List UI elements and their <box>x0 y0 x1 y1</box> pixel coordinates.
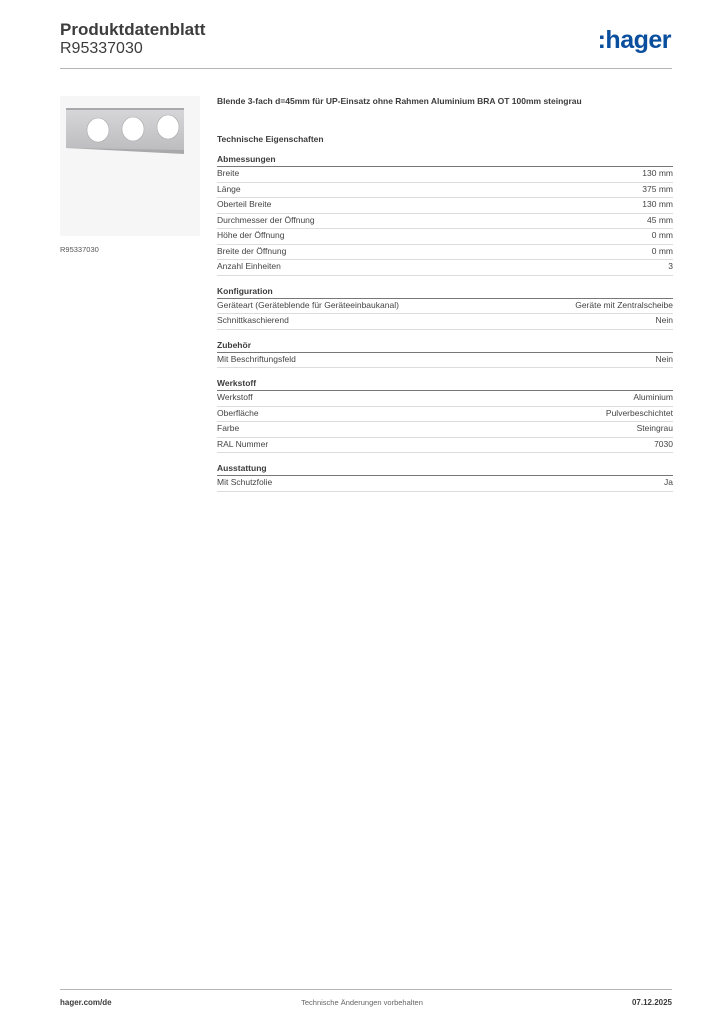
property-label: Schnittkaschierend <box>217 315 289 325</box>
property-label: Durchmesser der Öffnung <box>217 214 315 225</box>
section-heading: Technische Eigenschaften <box>217 134 324 144</box>
property-row <box>217 167 673 183</box>
property-row <box>217 183 673 199</box>
group-title: Konfiguration <box>217 286 673 299</box>
property-group <box>217 463 673 492</box>
property-group <box>217 154 673 276</box>
property-row <box>217 260 673 276</box>
footer-website: hager.com/de <box>60 998 112 1007</box>
page-title: Produktdatenblatt <box>60 20 206 39</box>
property-label: Oberteil Breite <box>217 199 272 209</box>
plate-opening <box>87 118 109 142</box>
property-value: Steingrau <box>636 423 673 433</box>
property-group <box>217 286 673 330</box>
property-row <box>217 407 673 423</box>
property-label: Länge <box>217 183 241 194</box>
property-row <box>217 299 673 315</box>
property-row <box>217 353 673 369</box>
property-value: 45 mm <box>647 214 673 225</box>
property-label: Mit Schutzfolie <box>217 477 273 487</box>
property-row <box>217 198 673 214</box>
hager-logo: :hager <box>597 26 671 54</box>
property-row <box>217 438 673 454</box>
property-value: 130 mm <box>642 199 673 209</box>
property-value: Geräte mit Zentralscheibe <box>575 299 673 310</box>
property-label: RAL Nummer <box>217 438 269 449</box>
header-divider <box>60 68 672 69</box>
property-value: 3 <box>668 261 673 271</box>
property-row <box>217 422 673 438</box>
property-row <box>217 229 673 245</box>
cover-plate-illustration <box>60 96 200 236</box>
property-value: 0 mm <box>651 245 673 256</box>
property-label: Farbe <box>217 423 240 433</box>
property-label: Werkstoff <box>217 392 253 402</box>
property-row <box>217 391 673 407</box>
property-value: 7030 <box>654 438 673 449</box>
property-row <box>217 214 673 230</box>
property-value: Nein <box>655 353 673 364</box>
property-label: Mit Beschriftungsfeld <box>217 353 296 364</box>
property-label: Breite <box>217 168 240 178</box>
property-label: Oberfläche <box>217 407 259 418</box>
property-row <box>217 314 673 330</box>
property-value: Ja <box>664 477 673 487</box>
property-label: Anzahl Einheiten <box>217 261 281 271</box>
group-title: Werkstoff <box>217 378 673 391</box>
property-value: 130 mm <box>642 168 673 178</box>
property-value: Pulverbeschichtet <box>605 407 673 418</box>
footer-date: 07.12.2025 <box>631 998 672 1007</box>
plate-opening <box>122 117 144 141</box>
property-value: 375 mm <box>642 183 673 194</box>
property-row <box>217 476 673 492</box>
plate-opening <box>157 115 179 139</box>
technical-data <box>217 96 673 492</box>
property-row <box>217 245 673 261</box>
footer-divider <box>60 989 672 990</box>
image-caption: R95337030 <box>60 245 99 254</box>
property-group <box>217 378 673 453</box>
group-title: Abmessungen <box>217 154 673 167</box>
property-group <box>217 340 673 369</box>
property-value: Aluminium <box>633 392 673 402</box>
group-title: Ausstattung <box>217 463 673 476</box>
footer-disclaimer: Technische Änderungen vorbehalten <box>301 998 423 1007</box>
group-title: Zubehör <box>217 340 673 353</box>
property-label: Höhe der Öffnung <box>217 230 285 240</box>
product-number: R95337030 <box>60 40 143 57</box>
property-groups <box>217 154 673 492</box>
property-value: 0 mm <box>651 230 673 240</box>
property-label: Geräteart (Geräteblende für Geräteeinbaukanal) <box>217 299 399 310</box>
property-label: Breite der Öffnung <box>217 245 287 256</box>
product-title: Blende 3-fach d=45mm für UP-Einsatz ohne Rahmen Aluminium BRA OT 100mm steingrau <box>217 96 582 106</box>
product-image <box>60 96 200 236</box>
property-value: Nein <box>655 315 673 325</box>
